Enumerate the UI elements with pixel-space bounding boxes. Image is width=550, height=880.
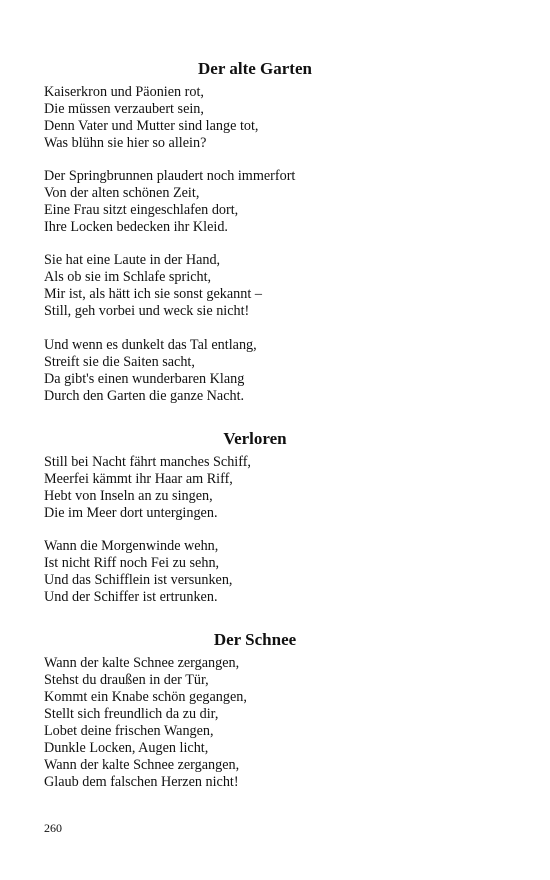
verse-line: Wann der kalte Schnee zergangen, bbox=[44, 655, 240, 671]
verse-line: Ist nicht Riff noch Fei zu sehn, bbox=[44, 555, 220, 571]
verse-line: Und das Schifflein ist versunken, bbox=[44, 572, 233, 588]
verse-line: Dunkle Locken, Augen licht, bbox=[44, 740, 209, 756]
verse-line: Da gibt's einen wunderbaren Klang bbox=[44, 371, 245, 387]
poem-title: Der Schnee bbox=[213, 630, 297, 649]
page-number: 260 bbox=[44, 821, 62, 835]
verse-line: Und wenn es dunkelt das Tal entlang, bbox=[44, 337, 257, 353]
verse-line: Still bei Nacht fährt manches Schiff, bbox=[44, 454, 251, 470]
stanza bbox=[44, 252, 484, 320]
stanza bbox=[44, 538, 484, 606]
verse-line: Hebt von Inseln an zu singen, bbox=[44, 488, 213, 504]
verse-line: Von der alten schönen Zeit, bbox=[44, 185, 200, 201]
verse-line: Still, geh vorbei und weck sie nicht! bbox=[44, 303, 250, 319]
verse-line: Durch den Garten die ganze Nacht. bbox=[44, 388, 245, 404]
stanza bbox=[44, 454, 484, 522]
verse-line: Kaiserkron und Päonien rot, bbox=[44, 84, 204, 100]
verse-line: Stellt sich freundlich da zu dir, bbox=[44, 706, 219, 722]
verse-line: Als ob sie im Schlafe spricht, bbox=[44, 269, 212, 285]
verse-line: Und der Schiffer ist ertrunken. bbox=[44, 589, 218, 605]
verse-line: Glaub dem falschen Herzen nicht! bbox=[44, 774, 239, 790]
verse-line: Denn Vater und Mutter sind lange tot, bbox=[44, 118, 259, 134]
stanza bbox=[44, 337, 484, 405]
verse-line: Ihre Locken bedecken ihr Kleid. bbox=[44, 219, 228, 235]
verse-line: Wann der kalte Schnee zergangen, bbox=[44, 757, 240, 773]
stanza bbox=[44, 655, 484, 791]
verse-line: Die müssen verzaubert sein, bbox=[44, 101, 204, 117]
stanza bbox=[44, 84, 484, 152]
verse-line: Lobet deine frischen Wangen, bbox=[44, 723, 214, 739]
verse-line: Wann die Morgenwinde wehn, bbox=[44, 538, 219, 554]
verse-line: Mir ist, als hätt ich sie sonst gekannt – bbox=[44, 286, 262, 302]
verse-line: Der Springbrunnen plaudert noch immerfort bbox=[44, 168, 296, 184]
poem-title: Der alte Garten bbox=[198, 59, 312, 78]
verse-line: Streift sie die Saiten sacht, bbox=[44, 354, 195, 370]
verse-line: Meerfei kämmt ihr Haar am Riff, bbox=[44, 471, 233, 487]
verse-line: Die im Meer dort untergingen. bbox=[44, 505, 218, 521]
verse-line: Was blühn sie hier so allein? bbox=[44, 135, 207, 151]
verse-line: Stehst du draußen in der Tür, bbox=[44, 672, 209, 688]
stanza bbox=[44, 168, 484, 236]
poem-title: Verloren bbox=[223, 429, 287, 448]
verse-line: Eine Frau sitzt eingeschlafen dort, bbox=[44, 202, 239, 218]
verse-line: Kommt ein Knabe schön gegangen, bbox=[44, 689, 247, 705]
verse-line: Sie hat eine Laute in der Hand, bbox=[44, 252, 221, 268]
